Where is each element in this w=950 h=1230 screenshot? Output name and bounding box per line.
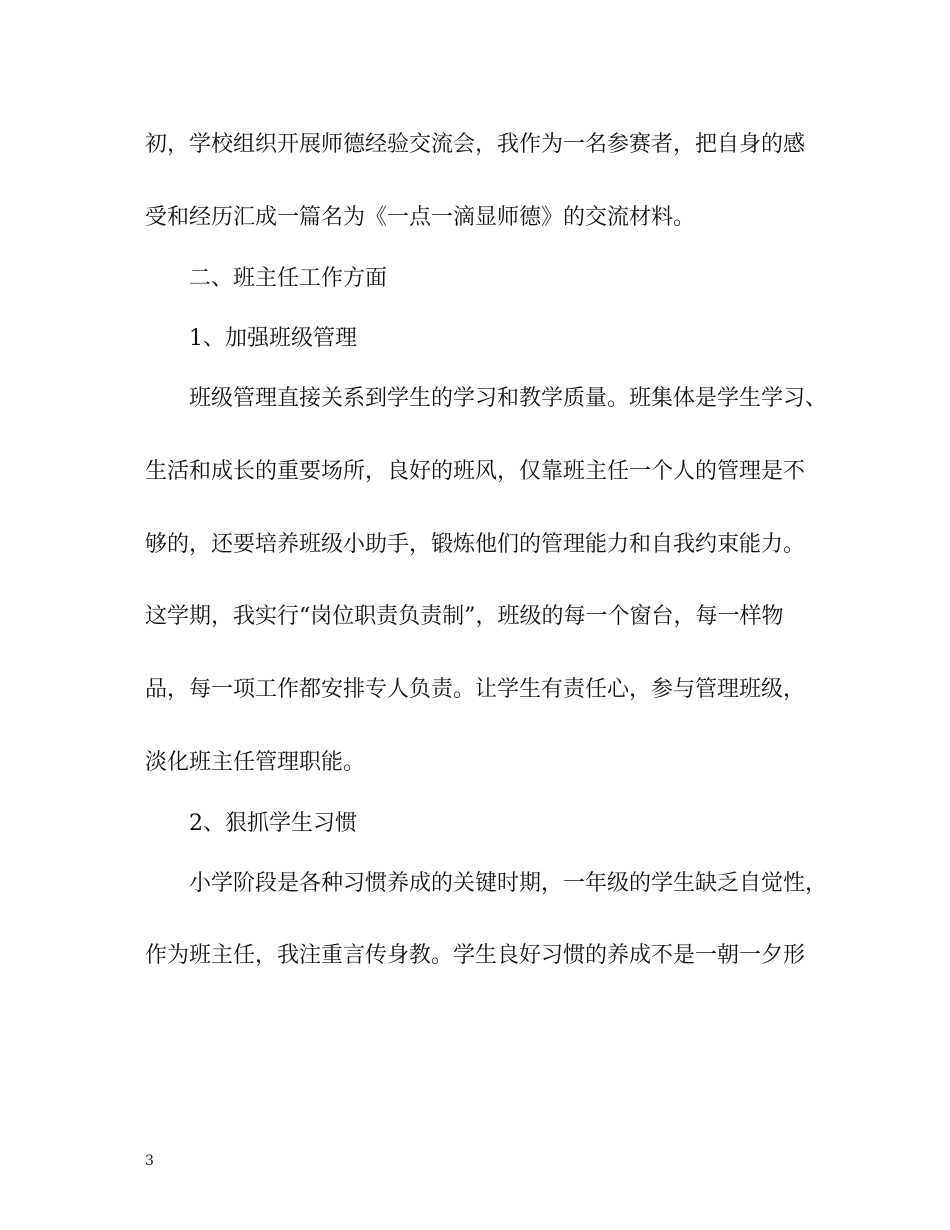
paragraph-line: 小学阶段是各种习惯养成的关键时期，一年级的学生缺乏自觉性， xyxy=(189,871,828,896)
paragraph-line: 作为班主任，我注重言传身教。学生良好习惯的养成不是一朝一夕形 xyxy=(145,943,806,968)
paragraph-line: 够的，还要培养班级小助手，锻炼他们的管理能力和自我约束能力。 xyxy=(145,532,806,557)
paragraph-line: 生活和成长的重要场所，良好的班风，仅靠班主任一个人的管理是不 xyxy=(145,459,806,484)
page-number: 3 xyxy=(145,1153,154,1169)
paragraph-line: 初，学校组织开展师德经验交流会，我作为一名参赛者，把自身的感 xyxy=(145,132,806,157)
paragraph-line: 受和经历汇成一篇名为《一点一滴显师德》的交流材料。 xyxy=(145,205,696,230)
paragraph-line: 品，每一项工作都安排专人负责。让学生有责任心，参与管理班级， xyxy=(145,677,806,702)
section-heading: 二、班主任工作方面 xyxy=(189,266,388,291)
subsection-heading: 2、狠抓学生习惯 xyxy=(189,811,357,836)
paragraph-line: 淡化班主任管理职能。 xyxy=(145,750,366,775)
paragraph-line: 班级管理直接关系到学生的学习和教学质量。班集体是学生学习、 xyxy=(189,386,828,411)
paragraph-line: 这学期，我实行“岗位职责负责制”，班级的每一个窗台，每一样物 xyxy=(145,604,784,629)
subsection-heading: 1、加强班级管理 xyxy=(189,326,357,351)
